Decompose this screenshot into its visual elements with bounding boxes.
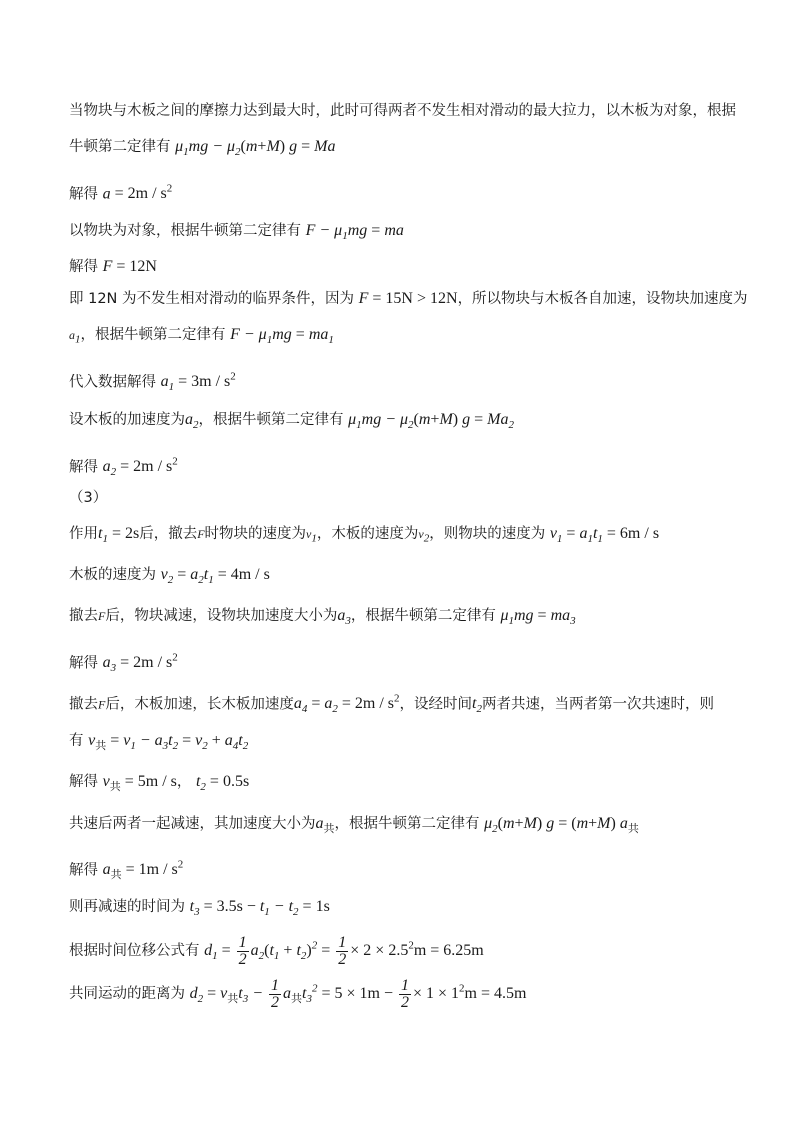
- text-line: 解得 $a_2 = 2m / s^2$: [69, 456, 178, 479]
- formula: $a_3$: [337, 607, 351, 628]
- formula: $a_2 = 2m / s^2$: [102, 456, 178, 479]
- text-line: 有 $v_共 = v_1 - a_3t_2 = v_2 + a_4t_2$: [69, 732, 249, 753]
- formula: $F - \mu_1mg$ = ma: [305, 222, 404, 243]
- formula: F = 12N: [102, 258, 157, 275]
- formula: $a_1$: [69, 328, 81, 346]
- formula: $\mu_1mg = ma_3$: [500, 607, 576, 628]
- formula: $a_共 = 1m / s^2$: [102, 859, 184, 882]
- formula: $v_1 = a_1t_1 = 6m / s$: [549, 525, 660, 546]
- formula: $\mu_2(m+M) g = (m+M)$ $a_共$: [484, 815, 639, 836]
- text-line: 以物块为对象，根据牛顿第二定律有 $F - \mu_1mg$ = ma: [69, 222, 404, 243]
- formula: $d_1$ = $\frac{1}{2}$ $a_2(t_1 + t_2)^2$ = $\frac{1}{2}$ × $2 \times 2.5^2m = 6.25m$: [204, 934, 484, 968]
- text-line: 作用$t_1 = 2s$后，撤去F时物块的速度为$v_1$，木板的速度为$v_2$，则物块的速度为 $v_1 = a_1t_1 = 6m / s$: [69, 525, 660, 546]
- formula: $a_4 = a_2 = 2m / s^2$: [293, 693, 400, 716]
- text-line: 撤去F后，物块减速，设物块加速度大小为$a_3$，根据牛顿第二定律有 $\mu_1mg = ma_3$: [69, 607, 576, 628]
- text-line: 解得 F = 12N: [69, 258, 157, 275]
- text-line: 代入数据解得 $a_1 = 3m / s^2$: [69, 371, 236, 394]
- text-line: 木板的速度为 $v_2 = a_2t_1 = 4m / s$: [69, 566, 270, 587]
- text-line: 根据时间位移公式有 $d_1$ = $\frac{1}{2}$ $a_2(t_1 + t_2)^2$ = $\frac{1}{2}$ × $2 \times 2.5^2m = 6.25m$: [69, 934, 484, 968]
- formula: $a_1 = 3m / s^2$: [160, 371, 236, 394]
- formula: $t_3 = 3.5s - t_1 - t_2 = 1s$: [189, 898, 330, 919]
- text-line: 牛顿第二定律有 $\mu_1mg - \mu_2(m+M) g = Ma$: [69, 138, 336, 159]
- formula: $v_共 = 5m / s$: [102, 773, 177, 794]
- formula: $v_共 = v_1 - a_3t_2 = v_2 + a_4t_2$: [88, 732, 249, 753]
- text-line: 解得 $a = 2m / s^2$: [69, 183, 173, 203]
- formula: $F - \mu_1mg = ma_1$: [230, 326, 334, 347]
- formula: $t_1 = 2s$: [98, 525, 140, 546]
- formula: $t_2 = 0.5s$: [195, 773, 250, 794]
- formula: $v_2 = a_2t_1 = 4m / s$: [160, 566, 270, 587]
- text-line: 共同运动的距离为 $d_2 = v_共t_3$ − $\frac{1}{2}$ $a_共t_3^2 = 5 \times 1m$ − $\frac{1}{2}$ × $1 \times 1^2m = 4.5m$: [69, 977, 527, 1011]
- formula: $a = 2m / s^2$: [102, 183, 173, 203]
- formula: $\mu_1mg - \mu_2(m+M) g = Ma_2$: [348, 411, 514, 432]
- text-line: 解得 $v_共 = 5m / s$， $t_2 = 0.5s$: [69, 773, 250, 794]
- formula: $a_共$: [315, 815, 335, 836]
- formula: $d_2 = v_共t_3$ − $\frac{1}{2}$ $a_共t_3^2 = 5 \times 1m$ − $\frac{1}{2}$ × $1 \times 1^2m = 4.5m$: [189, 977, 527, 1011]
- text-line: 解得 $a_共 = 1m / s^2$: [69, 859, 184, 882]
- formula: $a_3 = 2m / s^2$: [102, 652, 178, 675]
- formula: $a_2$: [185, 411, 199, 432]
- text-line: 共速后两者一起减速，其加速度大小为$a_共$，根据牛顿第二定律有 $\mu_2(m+M) g = (m+M)$ $a_共$: [69, 815, 639, 836]
- text-line: 当物块与木板之间的摩擦力达到最大时，此时可得两者不发生相对滑动的最大拉力，以木板为对象，根据: [69, 103, 736, 119]
- section-label: （3）: [69, 490, 108, 506]
- text-line: 撤去F后，木板加速，长木板加速度$a_4 = a_2 = 2m / s^2$，设经时间$t_2$两者共速，当两者第一次共速时，则: [69, 693, 714, 716]
- text-line: 则再减速的时间为 $t_3 = 3.5s - t_1 - t_2 = 1s$: [69, 898, 330, 919]
- text-line: 设木板的加速度为$a_2$，根据牛顿第二定律有 $\mu_1mg - \mu_2(m+M) g = Ma_2$: [69, 411, 514, 432]
- text-line: 即 12N 为不发生相对滑动的临界条件，因为 F = 15N > 12N，所以物块与木板各自加速，设物块加速度为: [69, 290, 748, 307]
- text-line: 解得 $a_3 = 2m / s^2$: [69, 652, 178, 675]
- text-line: $a_1$，根据牛顿第二定律有 $F - \mu_1mg = ma_1$: [69, 326, 334, 347]
- formula: $\mu_1mg - \mu_2(m+M) g = Ma$: [175, 138, 336, 159]
- formula: F = 15N > 12N: [358, 290, 458, 307]
